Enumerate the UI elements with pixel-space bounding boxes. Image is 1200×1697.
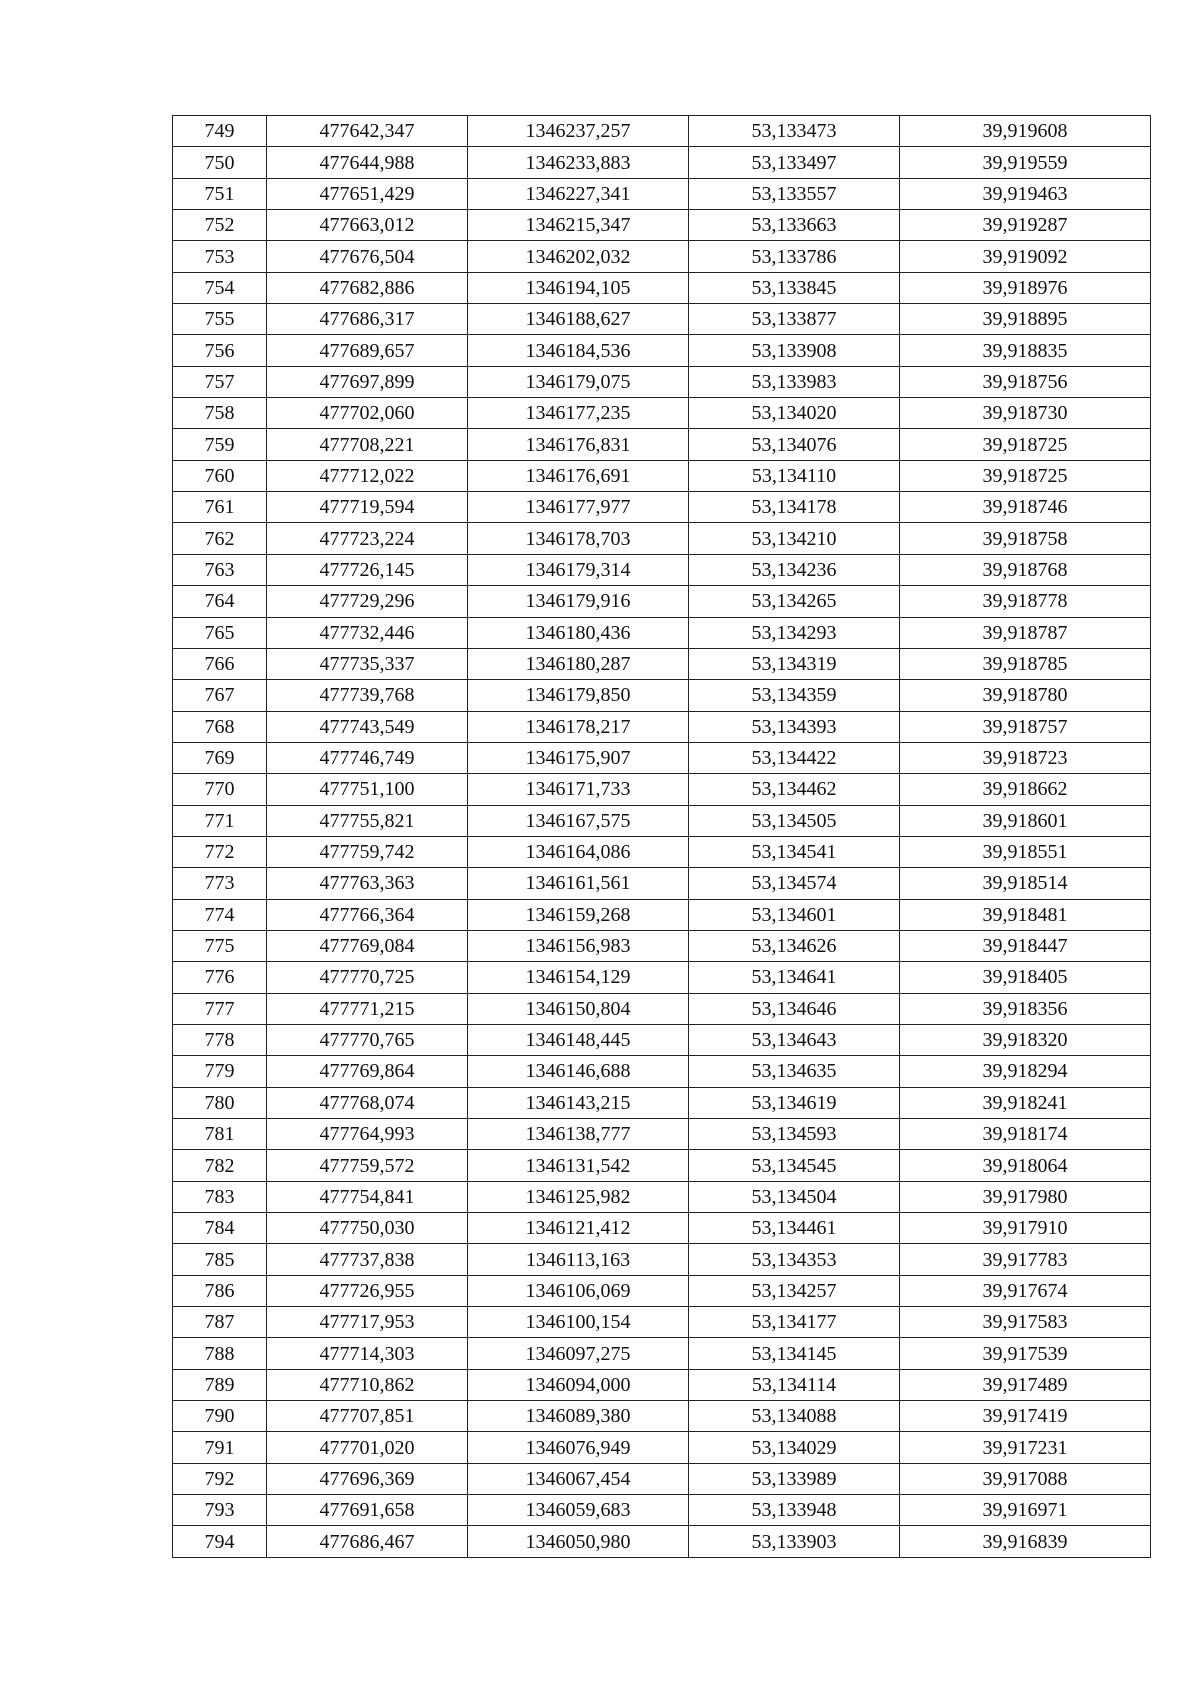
latitude-cell: 53,134641 <box>689 962 900 993</box>
latitude-cell: 53,133948 <box>689 1495 900 1526</box>
latitude-cell: 53,134541 <box>689 836 900 867</box>
y-coordinate-cell: 1346156,983 <box>468 930 689 961</box>
y-coordinate-cell: 1346146,688 <box>468 1056 689 1087</box>
point-number-cell: 750 <box>173 147 267 178</box>
point-number-cell: 751 <box>173 178 267 209</box>
point-number-cell: 773 <box>173 868 267 899</box>
y-coordinate-cell: 1346094,000 <box>468 1369 689 1400</box>
table-row <box>173 1244 1151 1275</box>
x-coordinate-cell: 477701,020 <box>267 1432 468 1463</box>
x-coordinate-cell: 477770,765 <box>267 1024 468 1055</box>
point-number-cell: 772 <box>173 836 267 867</box>
x-coordinate-cell: 477754,841 <box>267 1181 468 1212</box>
x-coordinate-cell: 477771,215 <box>267 993 468 1024</box>
y-coordinate-cell: 1346125,982 <box>468 1181 689 1212</box>
point-number-cell: 791 <box>173 1432 267 1463</box>
x-coordinate-cell: 477723,224 <box>267 523 468 554</box>
longitude-cell: 39,917489 <box>900 1369 1151 1400</box>
longitude-cell: 39,917980 <box>900 1181 1151 1212</box>
longitude-cell: 39,918356 <box>900 993 1151 1024</box>
longitude-cell: 39,918835 <box>900 335 1151 366</box>
latitude-cell: 53,134505 <box>689 805 900 836</box>
latitude-cell: 53,133983 <box>689 366 900 397</box>
y-coordinate-cell: 1346148,445 <box>468 1024 689 1055</box>
table-row <box>173 304 1151 335</box>
table-row <box>173 492 1151 523</box>
y-coordinate-cell: 1346089,380 <box>468 1401 689 1432</box>
table-row <box>173 554 1151 585</box>
latitude-cell: 53,133903 <box>689 1526 900 1557</box>
table-row <box>173 836 1151 867</box>
x-coordinate-cell: 477697,899 <box>267 366 468 397</box>
x-coordinate-cell: 477759,572 <box>267 1150 468 1181</box>
point-number-cell: 760 <box>173 460 267 491</box>
point-number-cell: 753 <box>173 241 267 272</box>
longitude-cell: 39,919287 <box>900 210 1151 241</box>
latitude-cell: 53,134145 <box>689 1338 900 1369</box>
y-coordinate-cell: 1346138,777 <box>468 1119 689 1150</box>
x-coordinate-cell: 477769,084 <box>267 930 468 961</box>
latitude-cell: 53,134646 <box>689 993 900 1024</box>
longitude-cell: 39,917419 <box>900 1401 1151 1432</box>
table-row <box>173 742 1151 773</box>
table-row <box>173 617 1151 648</box>
point-number-cell: 754 <box>173 272 267 303</box>
table-row <box>173 774 1151 805</box>
longitude-cell: 39,918174 <box>900 1119 1151 1150</box>
y-coordinate-cell: 1346097,275 <box>468 1338 689 1369</box>
x-coordinate-cell: 477735,337 <box>267 648 468 679</box>
point-number-cell: 793 <box>173 1495 267 1526</box>
latitude-cell: 53,134635 <box>689 1056 900 1087</box>
table-row <box>173 460 1151 491</box>
latitude-cell: 53,134619 <box>689 1087 900 1118</box>
latitude-cell: 53,133989 <box>689 1463 900 1494</box>
x-coordinate-cell: 477755,821 <box>267 805 468 836</box>
point-number-cell: 756 <box>173 335 267 366</box>
x-coordinate-cell: 477746,749 <box>267 742 468 773</box>
x-coordinate-cell: 477702,060 <box>267 398 468 429</box>
table-row <box>173 899 1151 930</box>
table-row <box>173 1087 1151 1118</box>
y-coordinate-cell: 1346175,907 <box>468 742 689 773</box>
x-coordinate-cell: 477691,658 <box>267 1495 468 1526</box>
y-coordinate-cell: 1346059,683 <box>468 1495 689 1526</box>
y-coordinate-cell: 1346179,850 <box>468 680 689 711</box>
x-coordinate-cell: 477696,369 <box>267 1463 468 1494</box>
latitude-cell: 53,134178 <box>689 492 900 523</box>
longitude-cell: 39,919608 <box>900 116 1151 147</box>
y-coordinate-cell: 1346179,916 <box>468 586 689 617</box>
longitude-cell: 39,918785 <box>900 648 1151 679</box>
longitude-cell: 39,918895 <box>900 304 1151 335</box>
y-coordinate-cell: 1346161,561 <box>468 868 689 899</box>
point-number-cell: 758 <box>173 398 267 429</box>
latitude-cell: 53,134601 <box>689 899 900 930</box>
y-coordinate-cell: 1346180,436 <box>468 617 689 648</box>
longitude-cell: 39,917539 <box>900 1338 1151 1369</box>
x-coordinate-cell: 477714,303 <box>267 1338 468 1369</box>
latitude-cell: 53,133877 <box>689 304 900 335</box>
y-coordinate-cell: 1346202,032 <box>468 241 689 272</box>
latitude-cell: 53,134461 <box>689 1213 900 1244</box>
point-number-cell: 763 <box>173 554 267 585</box>
latitude-cell: 53,134293 <box>689 617 900 648</box>
table-row <box>173 116 1151 147</box>
x-coordinate-cell: 477719,594 <box>267 492 468 523</box>
point-number-cell: 786 <box>173 1275 267 1306</box>
y-coordinate-cell: 1346164,086 <box>468 836 689 867</box>
table-row <box>173 1213 1151 1244</box>
x-coordinate-cell: 477737,838 <box>267 1244 468 1275</box>
point-number-cell: 762 <box>173 523 267 554</box>
longitude-cell: 39,918320 <box>900 1024 1151 1055</box>
point-number-cell: 755 <box>173 304 267 335</box>
x-coordinate-cell: 477686,467 <box>267 1526 468 1557</box>
longitude-cell: 39,918780 <box>900 680 1151 711</box>
table-row <box>173 993 1151 1024</box>
table-row <box>173 962 1151 993</box>
table-row <box>173 272 1151 303</box>
x-coordinate-cell: 477739,768 <box>267 680 468 711</box>
longitude-cell: 39,918551 <box>900 836 1151 867</box>
table-row <box>173 1338 1151 1369</box>
x-coordinate-cell: 477642,347 <box>267 116 468 147</box>
longitude-cell: 39,918601 <box>900 805 1151 836</box>
point-number-cell: 781 <box>173 1119 267 1150</box>
y-coordinate-cell: 1346167,575 <box>468 805 689 836</box>
x-coordinate-cell: 477766,364 <box>267 899 468 930</box>
point-number-cell: 770 <box>173 774 267 805</box>
latitude-cell: 53,134626 <box>689 930 900 961</box>
point-number-cell: 749 <box>173 116 267 147</box>
latitude-cell: 53,134110 <box>689 460 900 491</box>
table-row <box>173 1432 1151 1463</box>
table-row <box>173 1307 1151 1338</box>
point-number-cell: 780 <box>173 1087 267 1118</box>
point-number-cell: 779 <box>173 1056 267 1087</box>
coordinates-table-body <box>173 116 1151 1558</box>
coordinates-table <box>172 115 1151 1558</box>
y-coordinate-cell: 1346179,075 <box>468 366 689 397</box>
table-row <box>173 1181 1151 1212</box>
point-number-cell: 761 <box>173 492 267 523</box>
latitude-cell: 53,134504 <box>689 1181 900 1212</box>
table-row <box>173 868 1151 899</box>
latitude-cell: 53,134265 <box>689 586 900 617</box>
table-row <box>173 1495 1151 1526</box>
table-row <box>173 335 1151 366</box>
table-row <box>173 147 1151 178</box>
latitude-cell: 53,133663 <box>689 210 900 241</box>
y-coordinate-cell: 1346227,341 <box>468 178 689 209</box>
y-coordinate-cell: 1346180,287 <box>468 648 689 679</box>
longitude-cell: 39,919463 <box>900 178 1151 209</box>
latitude-cell: 53,134359 <box>689 680 900 711</box>
longitude-cell: 39,918730 <box>900 398 1151 429</box>
latitude-cell: 53,134319 <box>689 648 900 679</box>
point-number-cell: 759 <box>173 429 267 460</box>
x-coordinate-cell: 477732,446 <box>267 617 468 648</box>
longitude-cell: 39,919559 <box>900 147 1151 178</box>
table-row <box>173 178 1151 209</box>
latitude-cell: 53,133473 <box>689 116 900 147</box>
y-coordinate-cell: 1346100,154 <box>468 1307 689 1338</box>
latitude-cell: 53,133497 <box>689 147 900 178</box>
x-coordinate-cell: 477726,955 <box>267 1275 468 1306</box>
x-coordinate-cell: 477689,657 <box>267 335 468 366</box>
table-row <box>173 1401 1151 1432</box>
x-coordinate-cell: 477769,864 <box>267 1056 468 1087</box>
table-row <box>173 930 1151 961</box>
table-row <box>173 398 1151 429</box>
latitude-cell: 53,134029 <box>689 1432 900 1463</box>
table-row <box>173 523 1151 554</box>
point-number-cell: 782 <box>173 1150 267 1181</box>
table-row <box>173 586 1151 617</box>
longitude-cell: 39,918725 <box>900 460 1151 491</box>
y-coordinate-cell: 1346106,069 <box>468 1275 689 1306</box>
x-coordinate-cell: 477768,074 <box>267 1087 468 1118</box>
point-number-cell: 778 <box>173 1024 267 1055</box>
point-number-cell: 765 <box>173 617 267 648</box>
point-number-cell: 777 <box>173 993 267 1024</box>
table-row <box>173 241 1151 272</box>
table-row <box>173 210 1151 241</box>
x-coordinate-cell: 477726,145 <box>267 554 468 585</box>
y-coordinate-cell: 1346159,268 <box>468 899 689 930</box>
y-coordinate-cell: 1346179,314 <box>468 554 689 585</box>
point-number-cell: 771 <box>173 805 267 836</box>
x-coordinate-cell: 477770,725 <box>267 962 468 993</box>
latitude-cell: 53,134593 <box>689 1119 900 1150</box>
point-number-cell: 783 <box>173 1181 267 1212</box>
x-coordinate-cell: 477663,012 <box>267 210 468 241</box>
latitude-cell: 53,134393 <box>689 711 900 742</box>
latitude-cell: 53,133845 <box>689 272 900 303</box>
table-row <box>173 1369 1151 1400</box>
y-coordinate-cell: 1346154,129 <box>468 962 689 993</box>
y-coordinate-cell: 1346150,804 <box>468 993 689 1024</box>
point-number-cell: 775 <box>173 930 267 961</box>
latitude-cell: 53,134574 <box>689 868 900 899</box>
y-coordinate-cell: 1346178,703 <box>468 523 689 554</box>
y-coordinate-cell: 1346188,627 <box>468 304 689 335</box>
latitude-cell: 53,134257 <box>689 1275 900 1306</box>
longitude-cell: 39,918294 <box>900 1056 1151 1087</box>
table-row <box>173 805 1151 836</box>
x-coordinate-cell: 477707,851 <box>267 1401 468 1432</box>
y-coordinate-cell: 1346184,536 <box>468 335 689 366</box>
y-coordinate-cell: 1346194,105 <box>468 272 689 303</box>
y-coordinate-cell: 1346177,977 <box>468 492 689 523</box>
point-number-cell: 785 <box>173 1244 267 1275</box>
x-coordinate-cell: 477710,862 <box>267 1369 468 1400</box>
longitude-cell: 39,918976 <box>900 272 1151 303</box>
y-coordinate-cell: 1346215,347 <box>468 210 689 241</box>
y-coordinate-cell: 1346177,235 <box>468 398 689 429</box>
longitude-cell: 39,916839 <box>900 1526 1151 1557</box>
longitude-cell: 39,917231 <box>900 1432 1151 1463</box>
table-row <box>173 429 1151 460</box>
y-coordinate-cell: 1346171,733 <box>468 774 689 805</box>
longitude-cell: 39,918725 <box>900 429 1151 460</box>
table-row <box>173 1056 1151 1087</box>
latitude-cell: 53,134462 <box>689 774 900 805</box>
point-number-cell: 787 <box>173 1307 267 1338</box>
longitude-cell: 39,916971 <box>900 1495 1151 1526</box>
longitude-cell: 39,918405 <box>900 962 1151 993</box>
longitude-cell: 39,918778 <box>900 586 1151 617</box>
table-row <box>173 680 1151 711</box>
latitude-cell: 53,133908 <box>689 335 900 366</box>
x-coordinate-cell: 477708,221 <box>267 429 468 460</box>
table-row <box>173 1150 1151 1181</box>
longitude-cell: 39,917674 <box>900 1275 1151 1306</box>
x-coordinate-cell: 477751,100 <box>267 774 468 805</box>
x-coordinate-cell: 477759,742 <box>267 836 468 867</box>
point-number-cell: 767 <box>173 680 267 711</box>
table-row <box>173 648 1151 679</box>
y-coordinate-cell: 1346178,217 <box>468 711 689 742</box>
x-coordinate-cell: 477644,988 <box>267 147 468 178</box>
point-number-cell: 774 <box>173 899 267 930</box>
longitude-cell: 39,918241 <box>900 1087 1151 1118</box>
longitude-cell: 39,918787 <box>900 617 1151 648</box>
x-coordinate-cell: 477743,549 <box>267 711 468 742</box>
latitude-cell: 53,134353 <box>689 1244 900 1275</box>
longitude-cell: 39,918447 <box>900 930 1151 961</box>
latitude-cell: 53,134643 <box>689 1024 900 1055</box>
point-number-cell: 776 <box>173 962 267 993</box>
longitude-cell: 39,918768 <box>900 554 1151 585</box>
point-number-cell: 789 <box>173 1369 267 1400</box>
y-coordinate-cell: 1346067,454 <box>468 1463 689 1494</box>
longitude-cell: 39,918746 <box>900 492 1151 523</box>
longitude-cell: 39,918514 <box>900 868 1151 899</box>
y-coordinate-cell: 1346233,883 <box>468 147 689 178</box>
table-row <box>173 711 1151 742</box>
table-row <box>173 1275 1151 1306</box>
latitude-cell: 53,134545 <box>689 1150 900 1181</box>
longitude-cell: 39,918758 <box>900 523 1151 554</box>
longitude-cell: 39,919092 <box>900 241 1151 272</box>
longitude-cell: 39,918723 <box>900 742 1151 773</box>
table-row <box>173 1024 1151 1055</box>
point-number-cell: 752 <box>173 210 267 241</box>
longitude-cell: 39,918481 <box>900 899 1151 930</box>
point-number-cell: 788 <box>173 1338 267 1369</box>
longitude-cell: 39,917088 <box>900 1463 1151 1494</box>
latitude-cell: 53,134088 <box>689 1401 900 1432</box>
point-number-cell: 784 <box>173 1213 267 1244</box>
y-coordinate-cell: 1346176,831 <box>468 429 689 460</box>
x-coordinate-cell: 477712,022 <box>267 460 468 491</box>
point-number-cell: 757 <box>173 366 267 397</box>
latitude-cell: 53,134210 <box>689 523 900 554</box>
y-coordinate-cell: 1346050,980 <box>468 1526 689 1557</box>
x-coordinate-cell: 477651,429 <box>267 178 468 209</box>
point-number-cell: 768 <box>173 711 267 742</box>
x-coordinate-cell: 477682,886 <box>267 272 468 303</box>
latitude-cell: 53,134114 <box>689 1369 900 1400</box>
point-number-cell: 790 <box>173 1401 267 1432</box>
point-number-cell: 769 <box>173 742 267 773</box>
table-row <box>173 1463 1151 1494</box>
latitude-cell: 53,134236 <box>689 554 900 585</box>
point-number-cell: 794 <box>173 1526 267 1557</box>
x-coordinate-cell: 477676,504 <box>267 241 468 272</box>
x-coordinate-cell: 477763,363 <box>267 868 468 899</box>
longitude-cell: 39,918064 <box>900 1150 1151 1181</box>
y-coordinate-cell: 1346076,949 <box>468 1432 689 1463</box>
x-coordinate-cell: 477750,030 <box>267 1213 468 1244</box>
longitude-cell: 39,918756 <box>900 366 1151 397</box>
y-coordinate-cell: 1346121,412 <box>468 1213 689 1244</box>
table-row <box>173 366 1151 397</box>
table-row <box>173 1526 1151 1557</box>
latitude-cell: 53,134076 <box>689 429 900 460</box>
point-number-cell: 764 <box>173 586 267 617</box>
latitude-cell: 53,133786 <box>689 241 900 272</box>
y-coordinate-cell: 1346176,691 <box>468 460 689 491</box>
y-coordinate-cell: 1346113,163 <box>468 1244 689 1275</box>
x-coordinate-cell: 477717,953 <box>267 1307 468 1338</box>
y-coordinate-cell: 1346143,215 <box>468 1087 689 1118</box>
longitude-cell: 39,917910 <box>900 1213 1151 1244</box>
longitude-cell: 39,918757 <box>900 711 1151 742</box>
point-number-cell: 766 <box>173 648 267 679</box>
y-coordinate-cell: 1346237,257 <box>468 116 689 147</box>
latitude-cell: 53,133557 <box>689 178 900 209</box>
x-coordinate-cell: 477686,317 <box>267 304 468 335</box>
longitude-cell: 39,917583 <box>900 1307 1151 1338</box>
x-coordinate-cell: 477729,296 <box>267 586 468 617</box>
table-row <box>173 1119 1151 1150</box>
longitude-cell: 39,918662 <box>900 774 1151 805</box>
latitude-cell: 53,134020 <box>689 398 900 429</box>
longitude-cell: 39,917783 <box>900 1244 1151 1275</box>
latitude-cell: 53,134422 <box>689 742 900 773</box>
latitude-cell: 53,134177 <box>689 1307 900 1338</box>
point-number-cell: 792 <box>173 1463 267 1494</box>
x-coordinate-cell: 477764,993 <box>267 1119 468 1150</box>
y-coordinate-cell: 1346131,542 <box>468 1150 689 1181</box>
